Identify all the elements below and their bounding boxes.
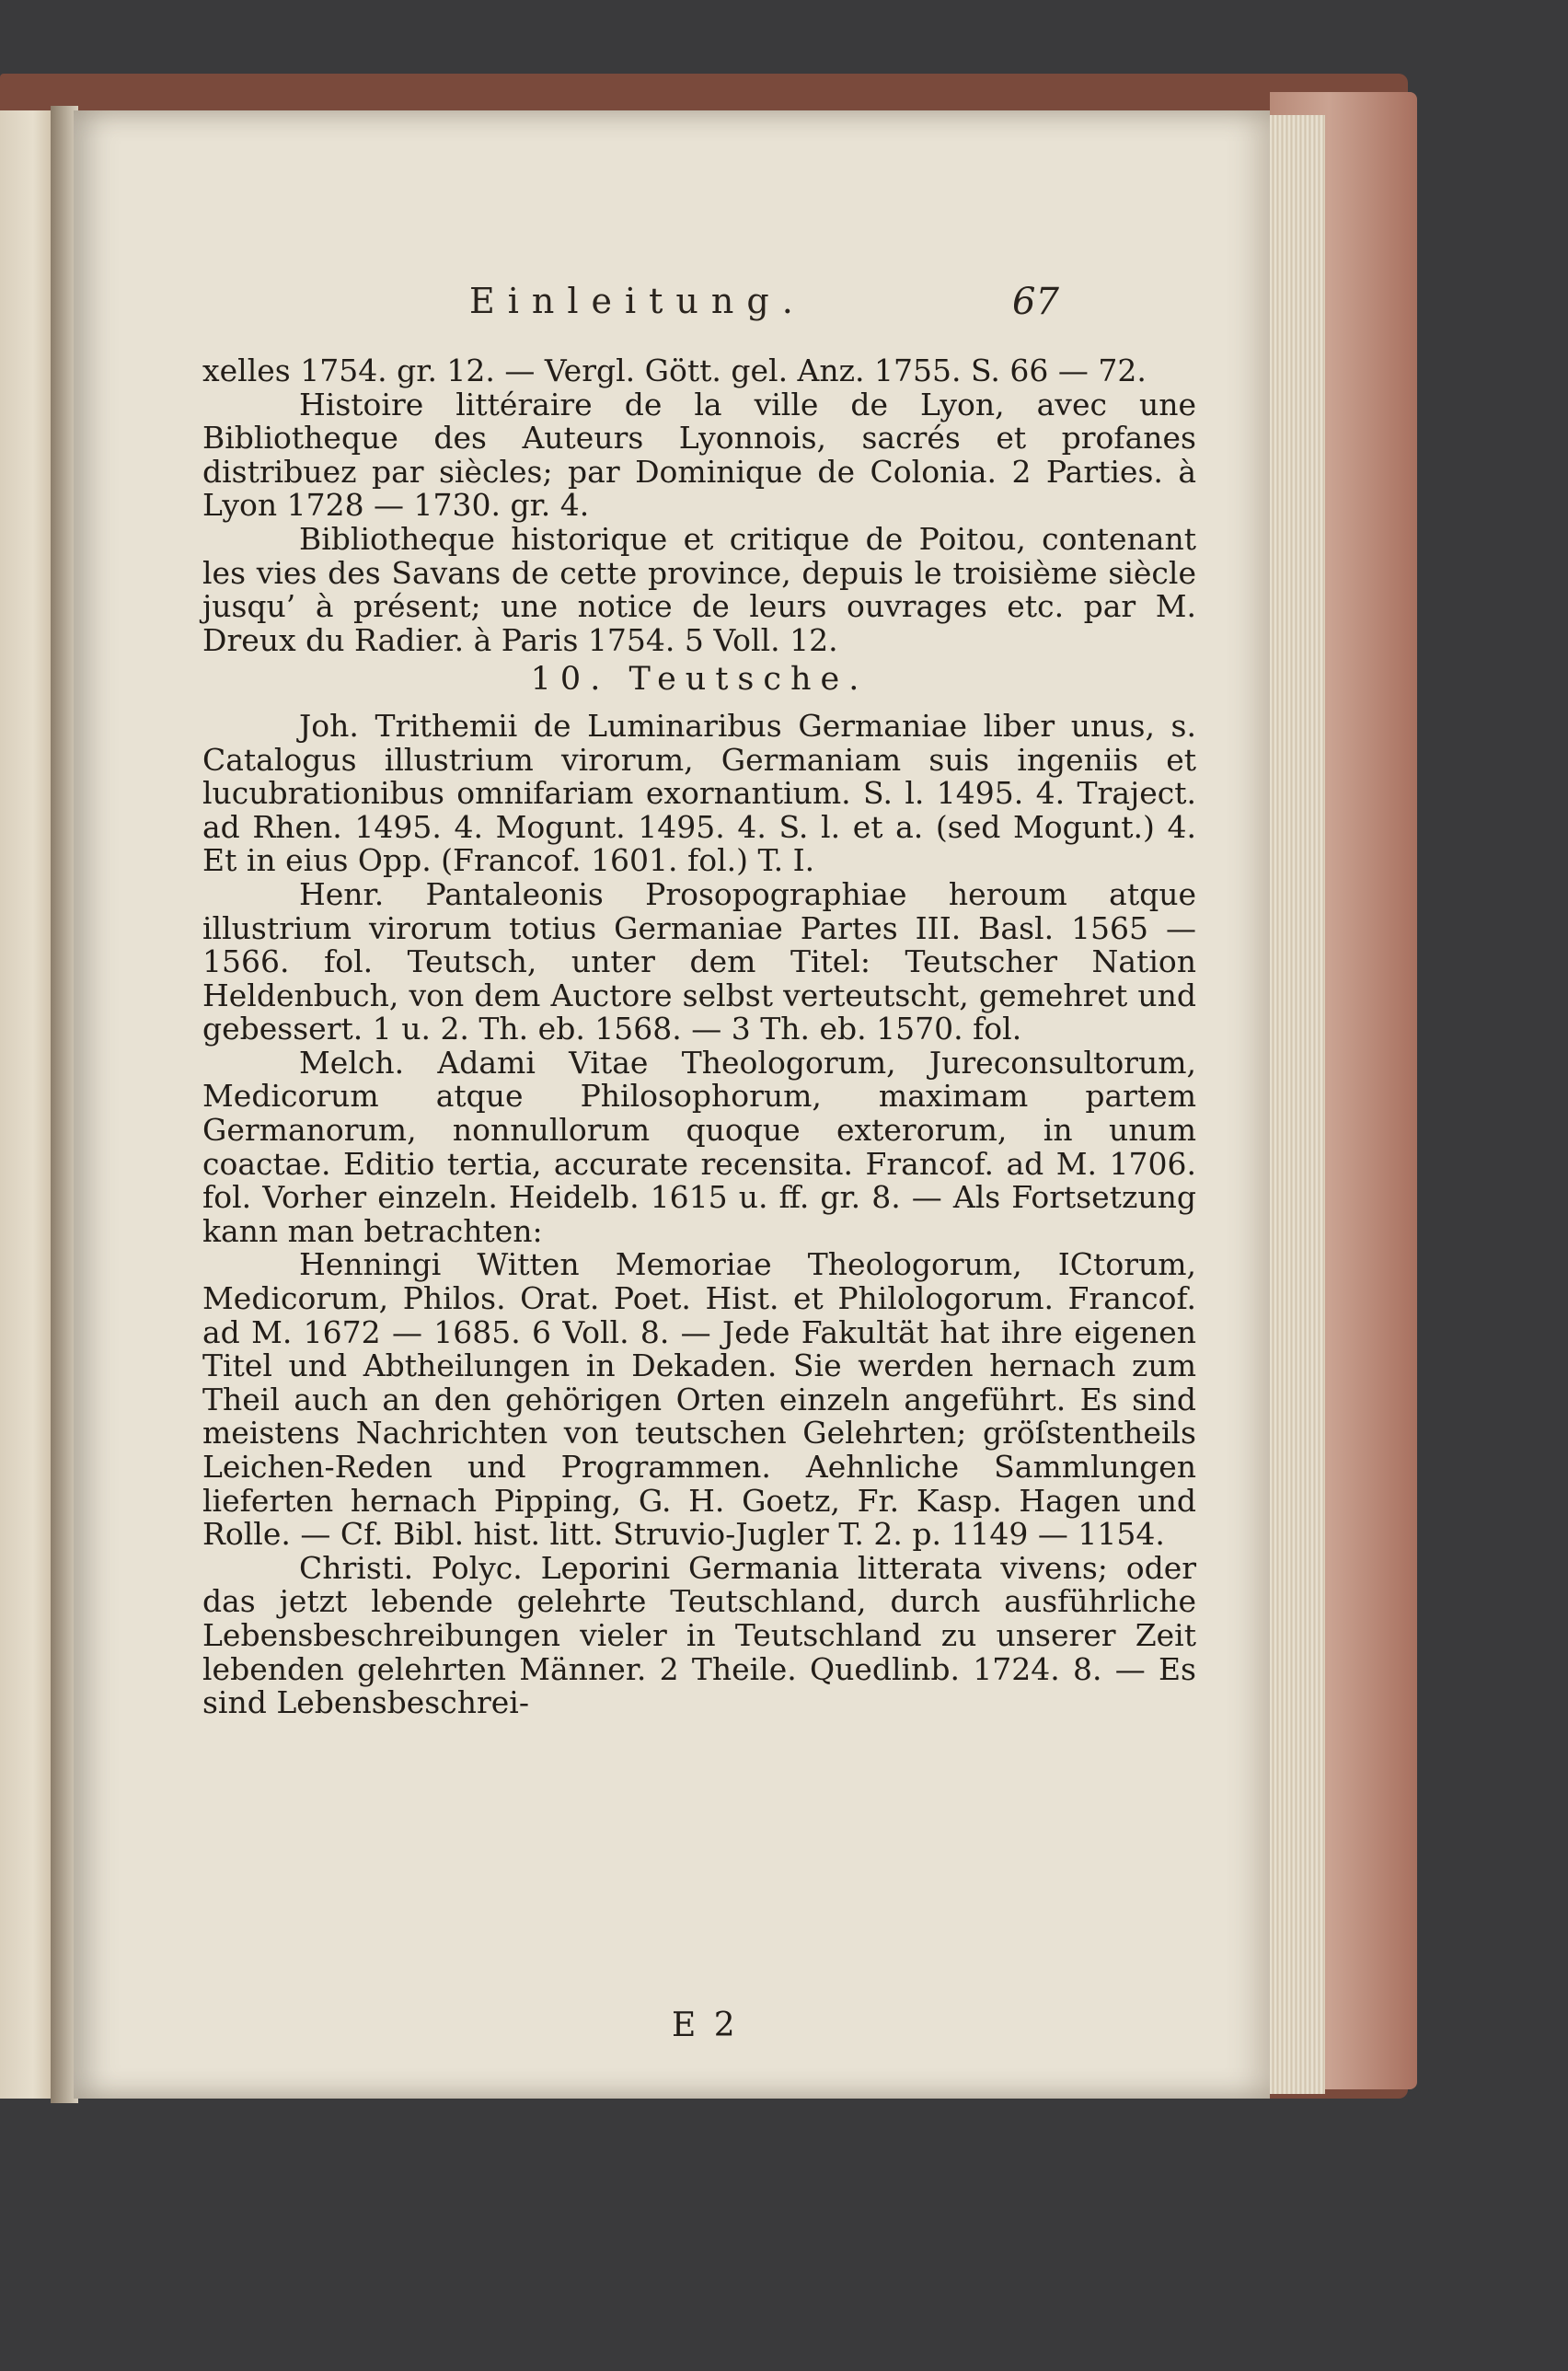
running-title: Einleitung. [469,281,806,321]
body-text [202,354,1196,1720]
paragraph: Bibliotheque historique et critique de Poitou, contenant les vies des Savans de cette province, depuis le troisième siècle jusqu’ à présent; une notice de leurs ouvrages etc. par M. Dreux du Radier. à Paris 1754. 5 Voll. 12. [202,520,1196,658]
paragraph: Melch. Adami Vitae Theologorum, Jureconsultorum, Medicorum atque Philosophorum, maximam partem Germanorum, nonnullorum quoque exterorum, in unum coactae. Editio tertia, accurate recensita. Francof. ad M. 1706. fol. Vorher einzeln. Heidelb. 1615 u. ff. gr. 8. — Als Fortsetzung kann man betrachten: [202,1044,1196,1249]
paragraph: Joh. Trithemii de Luminaribus Germaniae liber unus, s. Catalogus illustrium virorum, Germaniam suis ingeniis et lucubrationibus omnifariam exornantium. S. l. 1495. 4. Traject. ad Rhen. 1495. 4. Mogunt. 1495. 4. S. l. et a. (sed Mogunt.) 4. Et in eius Opp. (Francof. 1601. fol.) T. I. [202,707,1196,879]
page-stack-edge [1270,115,1325,2094]
section-heading: 10. Teutsche. [530,661,869,699]
paragraph: xelles 1754. gr. 12. — Vergl. Gött. gel. Anz. 1755. S. 66 — 72. [202,353,1147,388]
page-number: 67 [1012,281,1059,323]
paragraph: Henningi Witten Memoriae Theologorum, ICtorum, Medicorum, Philos. Orat. Poet. Hist. et Philologorum. Francof. ad M. 1672 — 1685. 6 Voll. 8. — Jede Fakultät hat ihre eigenen Titel und Abtheilungen in Dekaden. Sie werden hernach zum Theil auch an den gehörigen Orten einzeln angeführt. Es sind meistens Nachrichten von teutschen Gelehrten; gröſstentheils Leichen-Reden und Programmen. Aehnliche Sammlungen lieferten hernach Pipping, G. H. Goetz, Fr. Kasp. Hagen und Rolle. — Cf. Bibl. hist. litt. Struvio-Jugler T. 2. p. 1149 — 1154. [202,1246,1196,1553]
left-page-edge [0,110,55,2099]
signature-mark: E 2 [672,2007,739,2044]
paragraph: Histoire littéraire de la ville de Lyon, avec une Bibliotheque des Auteurs Lyonnois, sacrés et profanes distribuez par siècles; par Dominique de Colonia. 2 Parties. à Lyon 1728 — 1730. gr. 4. [202,386,1196,524]
paragraph: Christi. Polyc. Leporini Germania litterata vivens; oder das jetzt lebende gelehrte Teutschland, durch ausführliche Lebensbeschreibungen vieler in Teutschland zu unserer Zeit lebenden gelehrten Männer. 2 Theile. Quedlinb. 1724. 8. — Es sind Lebensbeschrei- [202,1549,1196,1721]
paragraph: Henr. Pantaleonis Prosopographiae heroum atque illustrium virorum totius Germaniae Partes III. Basl. 1565 — 1566. fol. Teutsch, unter dem Titel: Teutscher Nation Heldenbuch, von dem Auctore selbst verteutscht, gemehret und gebessert. 1 u. 2. Th. eb. 1568. — 3 Th. eb. 1570. fol. [202,875,1196,1047]
book-page [74,110,1270,2099]
